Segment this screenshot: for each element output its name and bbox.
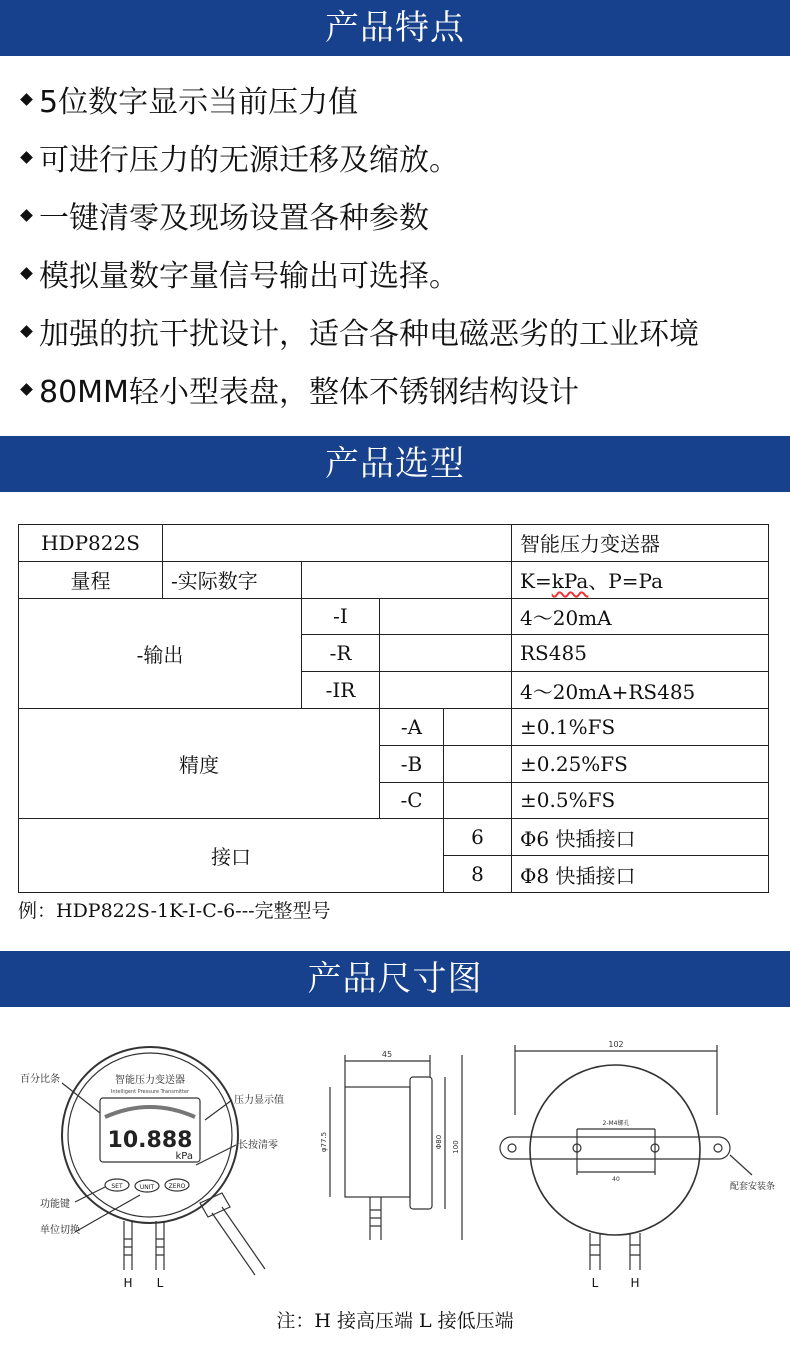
- output-code-cell: -IR: [302, 672, 380, 709]
- output-desc-cell: RS485: [512, 635, 769, 672]
- bullet-diamond-icon: [20, 267, 33, 280]
- back-port-h: H: [630, 1276, 640, 1290]
- label-unit-switch: 单位切换: [40, 1225, 80, 1236]
- accuracy-desc-cell: ±0.5%FS: [512, 782, 769, 819]
- set-button-label: SET: [111, 1183, 123, 1190]
- front-port-l: L: [156, 1276, 164, 1290]
- table-row: [19, 708, 769, 745]
- table-row: [19, 819, 769, 856]
- feature-item: [22, 128, 782, 186]
- model-desc-cell: 智能压力变送器: [512, 525, 769, 562]
- range-code-cell: -实际数字: [163, 561, 302, 598]
- front-port-h: H: [123, 1276, 133, 1290]
- feature-item: [22, 360, 782, 418]
- output-code-cell: -R: [302, 635, 380, 672]
- accuracy-code-cell: -B: [380, 745, 444, 782]
- model-selection-table: [18, 524, 769, 893]
- port-code-cell: 8: [444, 856, 512, 893]
- selection-title: 产品选型: [325, 444, 465, 484]
- empty-cell: [444, 745, 512, 782]
- feature-list: [22, 70, 782, 418]
- empty-cell: [444, 782, 512, 819]
- accuracy-desc-cell: ±0.25%FS: [512, 745, 769, 782]
- accuracy-label-cell: 精度: [19, 708, 380, 818]
- selection-banner: [0, 436, 790, 492]
- back-dim-spacing: 40: [612, 1176, 620, 1183]
- output-desc-cell: 4～20mA+RS485: [512, 672, 769, 709]
- feature-text: 5位数字显示当前压力值: [39, 85, 359, 120]
- label-mount-bracket: 配套安装条: [730, 1182, 776, 1192]
- empty-cell: [302, 561, 512, 598]
- output-desc-cell: 4～20mA: [512, 598, 769, 635]
- back-view: [500, 1040, 775, 1290]
- features-title: 产品特点: [325, 8, 465, 48]
- back-dim-holes: 2-M4螺孔: [602, 1120, 630, 1127]
- front-brand: 智能压力变送器: [115, 1075, 185, 1086]
- empty-cell: [444, 708, 512, 745]
- bullet-diamond-icon: [20, 93, 33, 106]
- example-model: 例：HDP822S-1K-I-C-6---完整型号: [18, 900, 331, 922]
- features-banner: [0, 0, 790, 56]
- port-note: 注：H 接高压端 L 接低压端: [276, 1310, 514, 1332]
- bullet-diamond-icon: [20, 383, 33, 396]
- empty-cell: [380, 635, 512, 672]
- unit-button-label: UNIT: [139, 1184, 155, 1191]
- port-code-cell: 6: [444, 819, 512, 856]
- output-code-cell: -I: [302, 598, 380, 635]
- side-dim-dia2: Φ80: [435, 1134, 443, 1150]
- bullet-diamond-icon: [20, 151, 33, 164]
- side-view: [320, 1050, 462, 1240]
- side-dim-height: 100: [452, 1140, 460, 1154]
- dimension-banner: [0, 951, 790, 1007]
- feature-item: [22, 70, 782, 128]
- empty-cell: [380, 598, 512, 635]
- empty-cell: [380, 672, 512, 709]
- back-port-l: L: [591, 1276, 599, 1290]
- bullet-diamond-icon: [20, 325, 33, 338]
- table-row: [19, 525, 769, 562]
- feature-text: 加强的抗干扰设计，适合各种电磁恶劣的工业环境: [39, 317, 699, 352]
- front-view: [20, 1047, 284, 1290]
- output-label-cell: -输出: [19, 598, 302, 708]
- side-dim-dia1: φ77.5: [320, 1131, 328, 1153]
- side-dim-top: 45: [381, 1050, 393, 1059]
- label-long-press-zero: 长按清零: [238, 1140, 278, 1151]
- port-desc-cell: Φ8 快插接口: [512, 856, 769, 893]
- port-label-cell: 接口: [19, 819, 444, 893]
- dimension-drawings: [0, 1025, 790, 1315]
- label-percent-bar: 百分比条: [20, 1074, 60, 1085]
- wavy-underline-text: kPa: [551, 569, 589, 594]
- label-pressure-value: 压力显示值: [234, 1095, 284, 1106]
- feature-text: 80MM轻小型表盘，整体不锈钢结构设计: [39, 375, 579, 410]
- feature-text: 一键清零及现场设置各种参数: [39, 201, 429, 236]
- front-unit: kPa: [175, 1151, 193, 1162]
- zero-button-label: ZERO: [168, 1183, 186, 1190]
- model-cell: HDP822S: [19, 525, 163, 562]
- feature-item: [22, 186, 782, 244]
- feature-item: [22, 244, 782, 302]
- front-brand-sub: Intelligent Pressure Transmitter: [110, 1089, 190, 1095]
- range-desc-cell: [512, 561, 769, 598]
- empty-cell: [163, 525, 512, 562]
- front-display-value: 10.888: [107, 1128, 193, 1153]
- table-row: [19, 561, 769, 598]
- accuracy-desc-cell: ±0.1%FS: [512, 708, 769, 745]
- dimension-title: 产品尺寸图: [307, 959, 483, 999]
- accuracy-code-cell: -A: [380, 708, 444, 745]
- bullet-diamond-icon: [20, 209, 33, 222]
- feature-text: 可进行压力的无源迁移及缩放。: [39, 143, 459, 178]
- feature-text: 模拟量数字量信号输出可选择。: [39, 259, 459, 294]
- table-row: [19, 598, 769, 635]
- back-dim-top: 102: [608, 1040, 624, 1049]
- label-function-key: 功能键: [40, 1199, 70, 1210]
- range-label-cell: 量程: [19, 561, 163, 598]
- range-desc-text: K=kPa、P=Pa: [520, 569, 664, 594]
- port-desc-cell: Φ6 快插接口: [512, 819, 769, 856]
- feature-item: [22, 302, 782, 360]
- accuracy-code-cell: -C: [380, 782, 444, 819]
